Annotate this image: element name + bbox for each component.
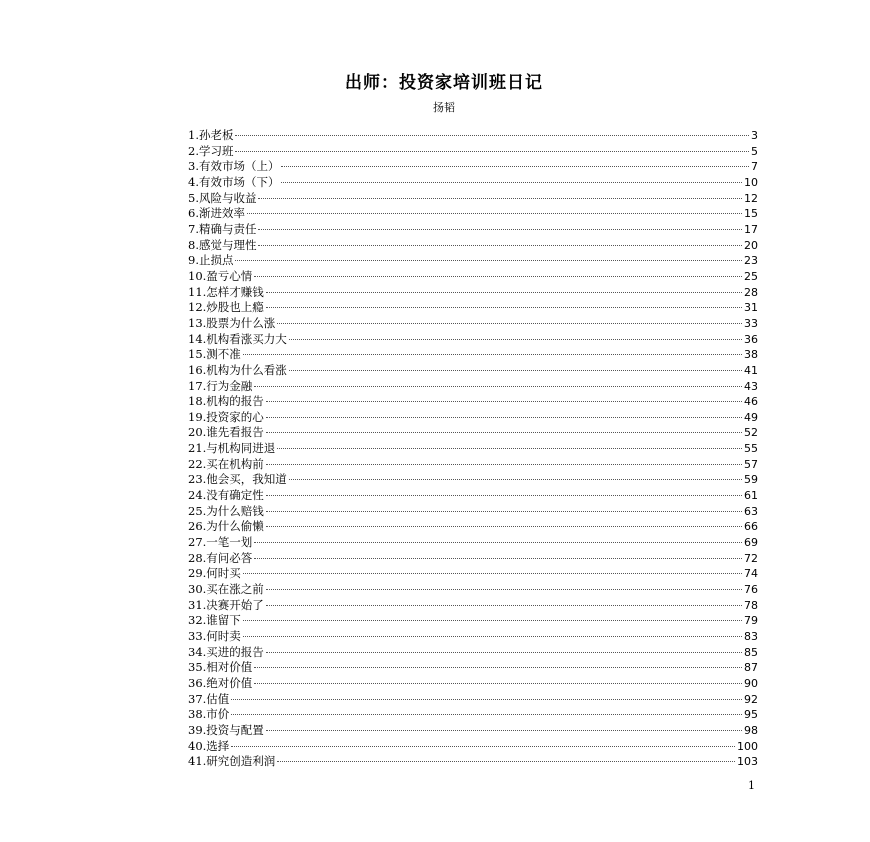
- toc-entry[interactable]: [188, 472, 758, 488]
- toc-entry-page: 23: [744, 254, 758, 268]
- toc-dot-leader: [254, 558, 742, 559]
- toc-entry-page: 61: [744, 489, 758, 503]
- toc-entry-page: 74: [744, 567, 758, 581]
- toc-entry[interactable]: [188, 457, 758, 473]
- toc-dot-leader: [254, 667, 742, 668]
- toc-entry[interactable]: [188, 582, 758, 598]
- toc-entry[interactable]: [188, 300, 758, 316]
- toc-entry-page: 25: [744, 269, 758, 283]
- toc-entry[interactable]: [188, 441, 758, 457]
- toc-entry-title: 12.炒股也上瘾: [188, 300, 264, 315]
- toc-dot-leader: [254, 386, 742, 387]
- toc-entry[interactable]: [188, 363, 758, 379]
- toc-dot-leader: [231, 714, 742, 715]
- toc-entry-title: 2.学习班: [188, 143, 234, 158]
- toc-entry[interactable]: [188, 707, 758, 723]
- table-of-contents: [188, 128, 758, 770]
- toc-entry-page: 85: [744, 645, 758, 659]
- toc-entry-page: 55: [744, 442, 758, 456]
- toc-entry-title: 32.谁留下: [188, 613, 241, 628]
- toc-dot-leader: [266, 526, 742, 527]
- toc-entry-title: 36.绝对价值: [188, 675, 253, 690]
- toc-entry[interactable]: [188, 159, 758, 175]
- toc-entry[interactable]: [188, 144, 758, 160]
- toc-entry-title: 15.测不准: [188, 347, 241, 362]
- toc-entry-page: 46: [744, 395, 758, 409]
- toc-entry[interactable]: [188, 723, 758, 739]
- toc-entry-title: 7.精确与责任: [188, 221, 257, 236]
- toc-entry-title: 34.买进的报告: [188, 644, 264, 659]
- toc-entry-title: 33.何时卖: [188, 629, 241, 643]
- toc-dot-leader: [247, 213, 742, 214]
- toc-entry[interactable]: [188, 285, 758, 301]
- toc-entry-page: 15: [744, 207, 758, 221]
- toc-entry[interactable]: [188, 347, 758, 363]
- toc-dot-leader: [277, 448, 742, 449]
- toc-entry-title: 14.机构看涨买力大: [188, 331, 287, 346]
- toc-entry[interactable]: [188, 238, 758, 254]
- toc-entry-page: 76: [744, 583, 758, 597]
- toc-entry[interactable]: [188, 269, 758, 285]
- toc-entry-page: 100: [737, 739, 758, 753]
- toc-entry[interactable]: [188, 488, 758, 504]
- toc-entry-title: 22.买在机构前: [188, 456, 264, 471]
- toc-entry-title: 5.风险与收益: [188, 190, 257, 205]
- toc-entry-page: 10: [744, 175, 758, 189]
- toc-dot-leader: [289, 370, 742, 371]
- toc-entry-title: 40.选择: [188, 738, 230, 753]
- toc-dot-leader: [266, 589, 742, 590]
- toc-entry-title: 26.为什么偷懒: [188, 519, 264, 534]
- toc-entry-title: 39.投资与配置: [188, 722, 264, 737]
- toc-entry[interactable]: [188, 613, 758, 629]
- toc-entry-page: 63: [744, 504, 758, 518]
- toc-entry-page: 59: [744, 473, 758, 487]
- toc-dot-leader: [266, 417, 742, 418]
- toc-entry-title: 28.有问必答: [188, 550, 253, 565]
- toc-entry-title: 23.他会买，我知道: [188, 472, 287, 487]
- toc-entry-page: 3: [751, 129, 758, 142]
- toc-entry[interactable]: [188, 316, 758, 332]
- toc-entry-page: 72: [744, 551, 758, 565]
- toc-entry-page: 90: [744, 676, 758, 690]
- toc-entry[interactable]: [188, 754, 758, 770]
- toc-entry[interactable]: [188, 410, 758, 426]
- toc-entry[interactable]: [188, 332, 758, 348]
- toc-entry-title: 17.行为金融: [188, 378, 253, 393]
- toc-dot-leader: [243, 636, 742, 637]
- toc-entry-title: 21.与机构同进退: [188, 441, 276, 456]
- toc-entry[interactable]: [188, 425, 758, 441]
- toc-dot-leader: [266, 495, 742, 496]
- toc-entry-title: 35.相对价值: [188, 660, 253, 675]
- toc-entry-page: 38: [744, 348, 758, 362]
- toc-dot-leader: [243, 573, 742, 574]
- toc-entry-page: 5: [751, 144, 758, 158]
- toc-entry[interactable]: [188, 379, 758, 395]
- toc-entry-page: 52: [744, 426, 758, 440]
- toc-dot-leader: [235, 151, 749, 152]
- toc-entry-title: 41.研究创造利润: [188, 754, 276, 769]
- toc-dot-leader: [254, 276, 742, 277]
- toc-entry[interactable]: [188, 394, 758, 410]
- toc-entry-page: 57: [744, 457, 758, 471]
- toc-dot-leader: [277, 323, 742, 324]
- toc-entry-page: 66: [744, 520, 758, 534]
- toc-entry-page: 28: [744, 285, 758, 299]
- toc-entry-page: 17: [744, 222, 758, 236]
- toc-entry[interactable]: [188, 566, 758, 582]
- toc-dot-leader: [258, 229, 742, 230]
- toc-dot-leader: [266, 730, 742, 731]
- toc-entry-page: 103: [737, 755, 758, 769]
- toc-dot-leader: [266, 432, 742, 433]
- toc-entry[interactable]: [188, 175, 758, 191]
- toc-dot-leader: [266, 652, 742, 653]
- toc-entry[interactable]: [188, 206, 758, 222]
- toc-entry-page: 20: [744, 238, 758, 252]
- toc-entry[interactable]: [188, 660, 758, 676]
- toc-entry-title: 27.一笔一划: [188, 535, 253, 550]
- toc-entry-title: 13.股票为什么涨: [188, 315, 276, 330]
- toc-entry-page: 92: [744, 692, 758, 706]
- toc-dot-leader: [254, 683, 742, 684]
- toc-entry-page: 31: [744, 301, 758, 315]
- toc-dot-leader: [266, 464, 742, 465]
- page-number: 1: [748, 779, 755, 792]
- toc-entry-page: 12: [744, 191, 758, 205]
- toc-entry-page: 98: [744, 723, 758, 737]
- toc-entry-title: 8.感觉与理性: [188, 237, 257, 252]
- toc-dot-leader: [289, 479, 742, 480]
- toc-entry[interactable]: [188, 191, 758, 207]
- toc-entry-page: 79: [744, 614, 758, 628]
- toc-entry[interactable]: [188, 645, 758, 661]
- toc-entry[interactable]: [188, 128, 758, 144]
- toc-entry[interactable]: [188, 253, 758, 269]
- toc-entry-page: 95: [744, 708, 758, 722]
- toc-entry-title: 29.何时买: [188, 566, 241, 581]
- toc-entry[interactable]: [188, 739, 758, 755]
- toc-dot-leader: [277, 761, 735, 762]
- toc-dot-leader: [266, 511, 742, 512]
- toc-entry-title: 20.谁先看报告: [188, 425, 264, 440]
- toc-entry-title: 16.机构为什么看涨: [188, 362, 287, 377]
- toc-entry-title: 31.决赛开始了: [188, 597, 264, 612]
- toc-dot-leader: [289, 339, 742, 340]
- toc-dot-leader: [281, 166, 749, 167]
- toc-dot-leader: [266, 605, 742, 606]
- document-author: 扬韬: [433, 101, 455, 114]
- toc-entry-title: 3.有效市场（上）: [188, 159, 280, 174]
- toc-entry[interactable]: [188, 676, 758, 692]
- toc-entry-title: 24.没有确定性: [188, 488, 264, 503]
- toc-entry-title: 37.估值: [188, 691, 230, 706]
- toc-entry[interactable]: [188, 504, 758, 520]
- toc-entry-page: 78: [744, 598, 758, 612]
- toc-dot-leader: [266, 307, 742, 308]
- toc-dot-leader: [258, 245, 742, 246]
- toc-entry-title: 19.投资家的心: [188, 409, 264, 424]
- toc-entry[interactable]: [188, 629, 758, 645]
- toc-entry-title: 10.盈亏心情: [188, 268, 253, 283]
- toc-entry-page: 41: [744, 363, 758, 377]
- toc-entry-title: 38.市价: [188, 707, 230, 722]
- toc-dot-leader: [266, 292, 742, 293]
- toc-entry[interactable]: [188, 551, 758, 567]
- toc-entry-title: 25.为什么赔钱: [188, 503, 264, 518]
- toc-entry-title: 11.怎样才赚钱: [188, 284, 264, 299]
- toc-dot-leader: [281, 182, 742, 183]
- toc-entry-title: 1.孙老板: [188, 128, 234, 142]
- toc-entry-page: 36: [744, 332, 758, 346]
- toc-entry-title: 9.止损点: [188, 253, 234, 268]
- toc-entry-page: 87: [744, 661, 758, 675]
- toc-entry-page: 43: [744, 379, 758, 393]
- toc-entry-title: 4.有效市场（下）: [188, 174, 280, 189]
- toc-dot-leader: [231, 746, 735, 747]
- toc-dot-leader: [235, 260, 742, 261]
- toc-dot-leader: [254, 542, 742, 543]
- toc-entry[interactable]: [188, 598, 758, 614]
- toc-dot-leader: [231, 699, 742, 700]
- toc-dot-leader: [235, 135, 749, 136]
- toc-entry[interactable]: [188, 222, 758, 238]
- toc-entry-title: 18.机构的报告: [188, 394, 264, 409]
- toc-entry-title: 6.渐进效率: [188, 206, 245, 221]
- toc-entry[interactable]: [188, 692, 758, 708]
- document-title: 出师：投资家培训班日记: [345, 73, 543, 93]
- toc-dot-leader: [258, 198, 742, 199]
- toc-entry-page: 49: [744, 410, 758, 424]
- toc-dot-leader: [266, 401, 742, 402]
- toc-entry-page: 83: [744, 630, 758, 643]
- toc-entry[interactable]: [188, 535, 758, 551]
- toc-dot-leader: [243, 354, 742, 355]
- toc-entry-title: 30.买在涨之前: [188, 582, 264, 597]
- toc-entry-page: 7: [751, 160, 758, 174]
- toc-dot-leader: [243, 620, 742, 621]
- toc-entry[interactable]: [188, 519, 758, 535]
- toc-entry-page: 69: [744, 536, 758, 550]
- toc-entry-page: 33: [744, 316, 758, 330]
